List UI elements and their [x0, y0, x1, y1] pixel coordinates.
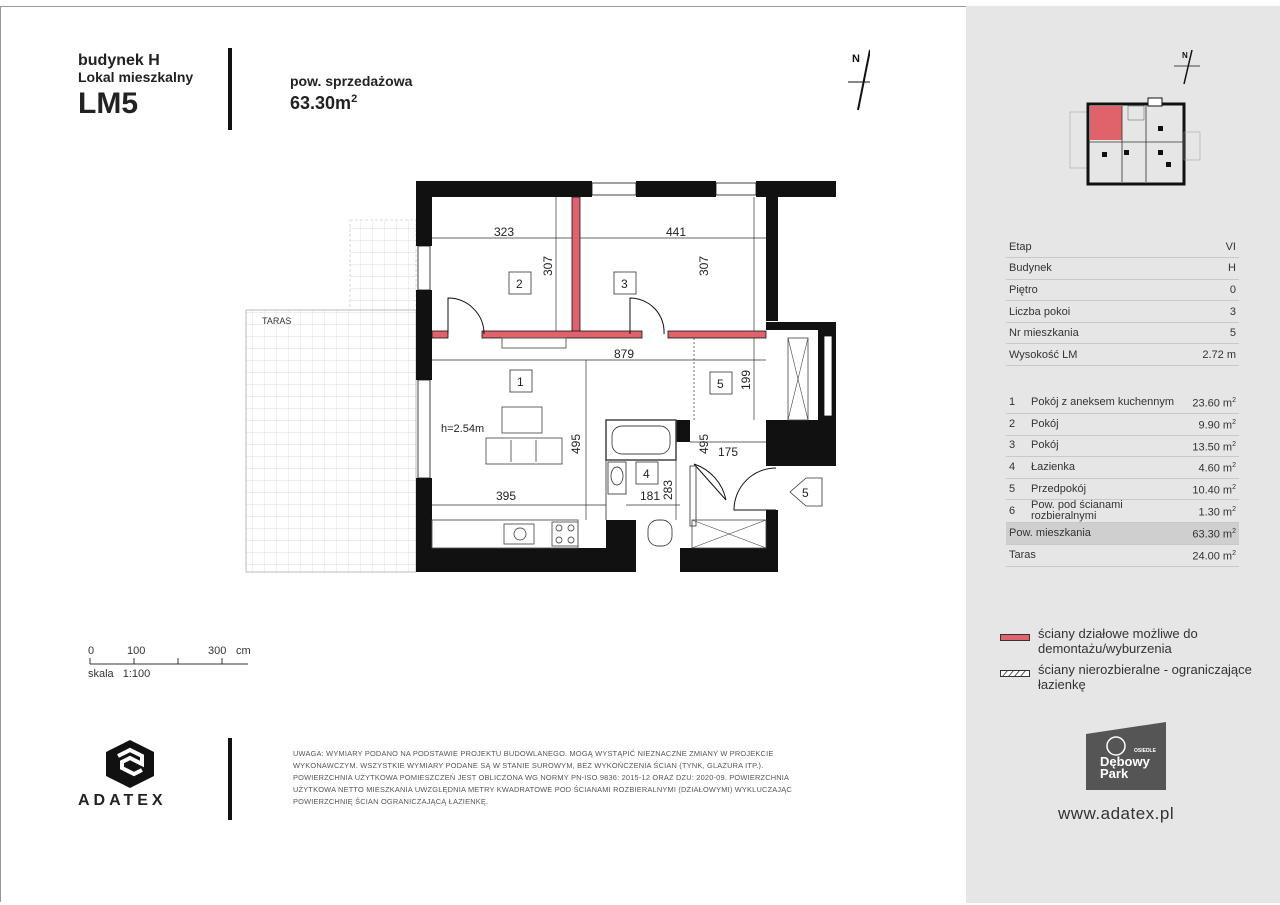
legal-note: UWAGA: WYMIARY PODANO NA PODSTAWIE PROJEKTU BUDOWLANEGO. MOGĄ WYSTĄPIĆ NIEZNACZNE ZMIANY W PROJEKCIE WYKONAWCZYM. WSZYSTKIE WYMIARY PODANE SĄ W STANIE SUROWYM, BEZ WYKOŃCZENIA ŚCIAN (TYNK, GLAZURA ITP.). POWIERZCHNIA UŻYTKOWA POMIESZCZEŃ JEST OBLICZONA WG NORMY PN-ISO 9836: 2015-12 ORAZ DZU: 2020-09. POWIERZCHNIA UŻYTKOWA NETTO MIESZKANIA UWZGLĘDNIA METRY KWADRATOWE POD ŚCIANAMI ROZBIERALNYMI (DZIAŁOWYMI) WYKLUCZAJĄC POWIERZCHNIĘ ŚCIAN OGRANICZAJĄCĄ ŁAZIENKĘ.	[293, 749, 792, 806]
legend-swatch-hatched	[1000, 670, 1030, 677]
table-row	[1006, 478, 1239, 500]
sales-area-unit: 2	[351, 93, 358, 105]
info-value: H	[1159, 258, 1239, 280]
room-area: 1.30 $m^2$	[1189, 500, 1239, 523]
rooms-table	[1006, 392, 1239, 567]
table-row	[1006, 322, 1239, 344]
table-row	[1006, 500, 1239, 523]
dim-395: 395	[496, 489, 517, 503]
room-number: 1	[1006, 392, 1028, 414]
dim-181: 181	[640, 489, 661, 503]
room-no-5: 5	[717, 377, 724, 391]
scale-tick-300: 300	[208, 645, 227, 657]
total-label: Pow. mieszkania	[1006, 523, 1189, 545]
room-name: Łazienka	[1028, 457, 1189, 479]
legend-text: ściany nierozbieralne - ograniczające łazienkę	[1038, 662, 1252, 692]
room-area: 10.40 $m^2$	[1189, 478, 1239, 500]
room-no-5-entrance: 5	[802, 486, 809, 500]
legend-item-removable	[1000, 626, 1260, 656]
table-row	[1006, 545, 1239, 567]
dimension-lines	[432, 197, 766, 520]
room-area: 13.50 $m^2$	[1189, 435, 1239, 457]
info-label: Etap	[1006, 236, 1159, 258]
north-label: N	[852, 53, 860, 65]
logo-estate-small: OSIEDLE	[1134, 748, 1156, 754]
walls	[416, 181, 836, 572]
doors	[448, 298, 776, 510]
table-row	[1006, 457, 1239, 479]
unit-info-table	[1006, 236, 1239, 366]
table-row	[1006, 301, 1239, 323]
unit-type: Lokal mieszkalny	[78, 69, 194, 85]
unit-header	[78, 52, 193, 120]
info-label: Piętro	[1006, 279, 1159, 301]
north-arrow	[848, 50, 870, 110]
website-link[interactable]: www.adatex.pl	[1058, 804, 1175, 823]
table-row	[1006, 392, 1239, 414]
legend-text: ściany działowe możliwe do demontażu/wyburzenia	[1038, 626, 1198, 656]
room-number: 4	[1006, 457, 1028, 479]
terrace-label: TARAS	[262, 316, 292, 326]
dim-283: 283	[661, 479, 675, 500]
room-area: 23.60 $m^2$	[1189, 392, 1239, 414]
removable-walls	[432, 197, 766, 338]
furniture	[432, 338, 578, 548]
table-row	[1006, 344, 1239, 366]
scale-tick-0: 0	[88, 645, 95, 657]
room-no-4: 4	[643, 467, 650, 481]
total-value: 63.30 $m^2$	[1189, 523, 1239, 545]
table-row	[1006, 414, 1239, 436]
info-value: 3	[1159, 301, 1239, 323]
dim-879: 879	[614, 347, 635, 361]
room-number: 6	[1006, 500, 1028, 523]
info-label: Budynek	[1006, 258, 1159, 280]
info-label: Nr mieszkania	[1006, 322, 1159, 344]
room-number: 5	[1006, 478, 1028, 500]
room-number: 2	[1006, 414, 1028, 436]
room-no-1: 1	[517, 375, 524, 389]
info-value: 0	[1159, 279, 1239, 301]
room-area: 4.60 $m^2$	[1189, 457, 1239, 479]
info-value: 5	[1159, 322, 1239, 344]
info-label: Liczba pokoi	[1006, 301, 1159, 323]
scale-tick-100: 100	[127, 645, 146, 657]
table-row	[1006, 258, 1239, 280]
room-name: Pokój	[1028, 414, 1189, 436]
scale-caption	[88, 668, 150, 680]
legend-item-fixed	[1000, 662, 1260, 692]
terrace-area	[246, 310, 416, 572]
dim-199: 199	[739, 369, 753, 390]
key-plan-north: N	[1182, 51, 1188, 60]
terrace-total-label: Taras	[1006, 545, 1189, 567]
logo-estate-2: Park	[1100, 766, 1129, 781]
info-label: Wysokość LM	[1006, 344, 1159, 366]
scale-ticks	[88, 645, 251, 657]
scale-bar	[88, 654, 258, 668]
scale-label: skala	[88, 668, 114, 680]
table-row	[1006, 279, 1239, 301]
terrace-extension	[350, 220, 416, 310]
floor-plan	[230, 40, 870, 585]
dim-441: 441	[666, 225, 687, 239]
dim-323: 323	[494, 225, 515, 239]
room-no-2: 2	[516, 277, 523, 291]
debowy-park-logo	[1086, 716, 1166, 790]
building-key-plan	[1066, 44, 1226, 194]
legend	[1000, 626, 1260, 698]
dim-307-a: 307	[541, 255, 555, 276]
logo-estate-1: Dębowy	[1100, 754, 1150, 769]
info-value: 2.72 m	[1159, 344, 1239, 366]
dim-495-b: 495	[697, 433, 711, 454]
room-name: Pow. pod ścianami rozbieralnymi	[1028, 500, 1189, 523]
sales-area-value: 63.30m	[290, 93, 352, 113]
room-name: Przedpokój	[1028, 478, 1189, 500]
sales-area-label: pow. sprzedażowa	[290, 73, 413, 89]
scale-unit: cm	[236, 645, 251, 657]
info-value: VI	[1159, 236, 1239, 258]
room-name: Pokój z aneksem kuchennym	[1028, 392, 1189, 414]
company-name: ADATEX	[78, 792, 167, 809]
dim-175: 175	[718, 445, 739, 459]
room-name: Pokój	[1028, 435, 1189, 457]
scale-ratio: 1:100	[122, 668, 151, 680]
dim-495-a: 495	[569, 433, 583, 454]
room-area: 9.90 $m^2$	[1189, 414, 1239, 436]
height-note: h=2.54m	[441, 423, 485, 435]
room-number: 3	[1006, 435, 1028, 457]
adatex-logo-icon	[100, 738, 160, 790]
unit-code: LM5	[78, 87, 138, 120]
terrace-total-value: 24.00 $m^2$	[1189, 545, 1239, 567]
legend-swatch-red	[1000, 634, 1030, 641]
table-row	[1006, 236, 1239, 258]
room-no-3: 3	[621, 277, 628, 291]
table-row	[1006, 435, 1239, 457]
dim-307-b: 307	[697, 255, 711, 276]
building-name: budynek H	[78, 52, 160, 69]
footer-divider	[228, 738, 232, 820]
table-row	[1006, 523, 1239, 545]
